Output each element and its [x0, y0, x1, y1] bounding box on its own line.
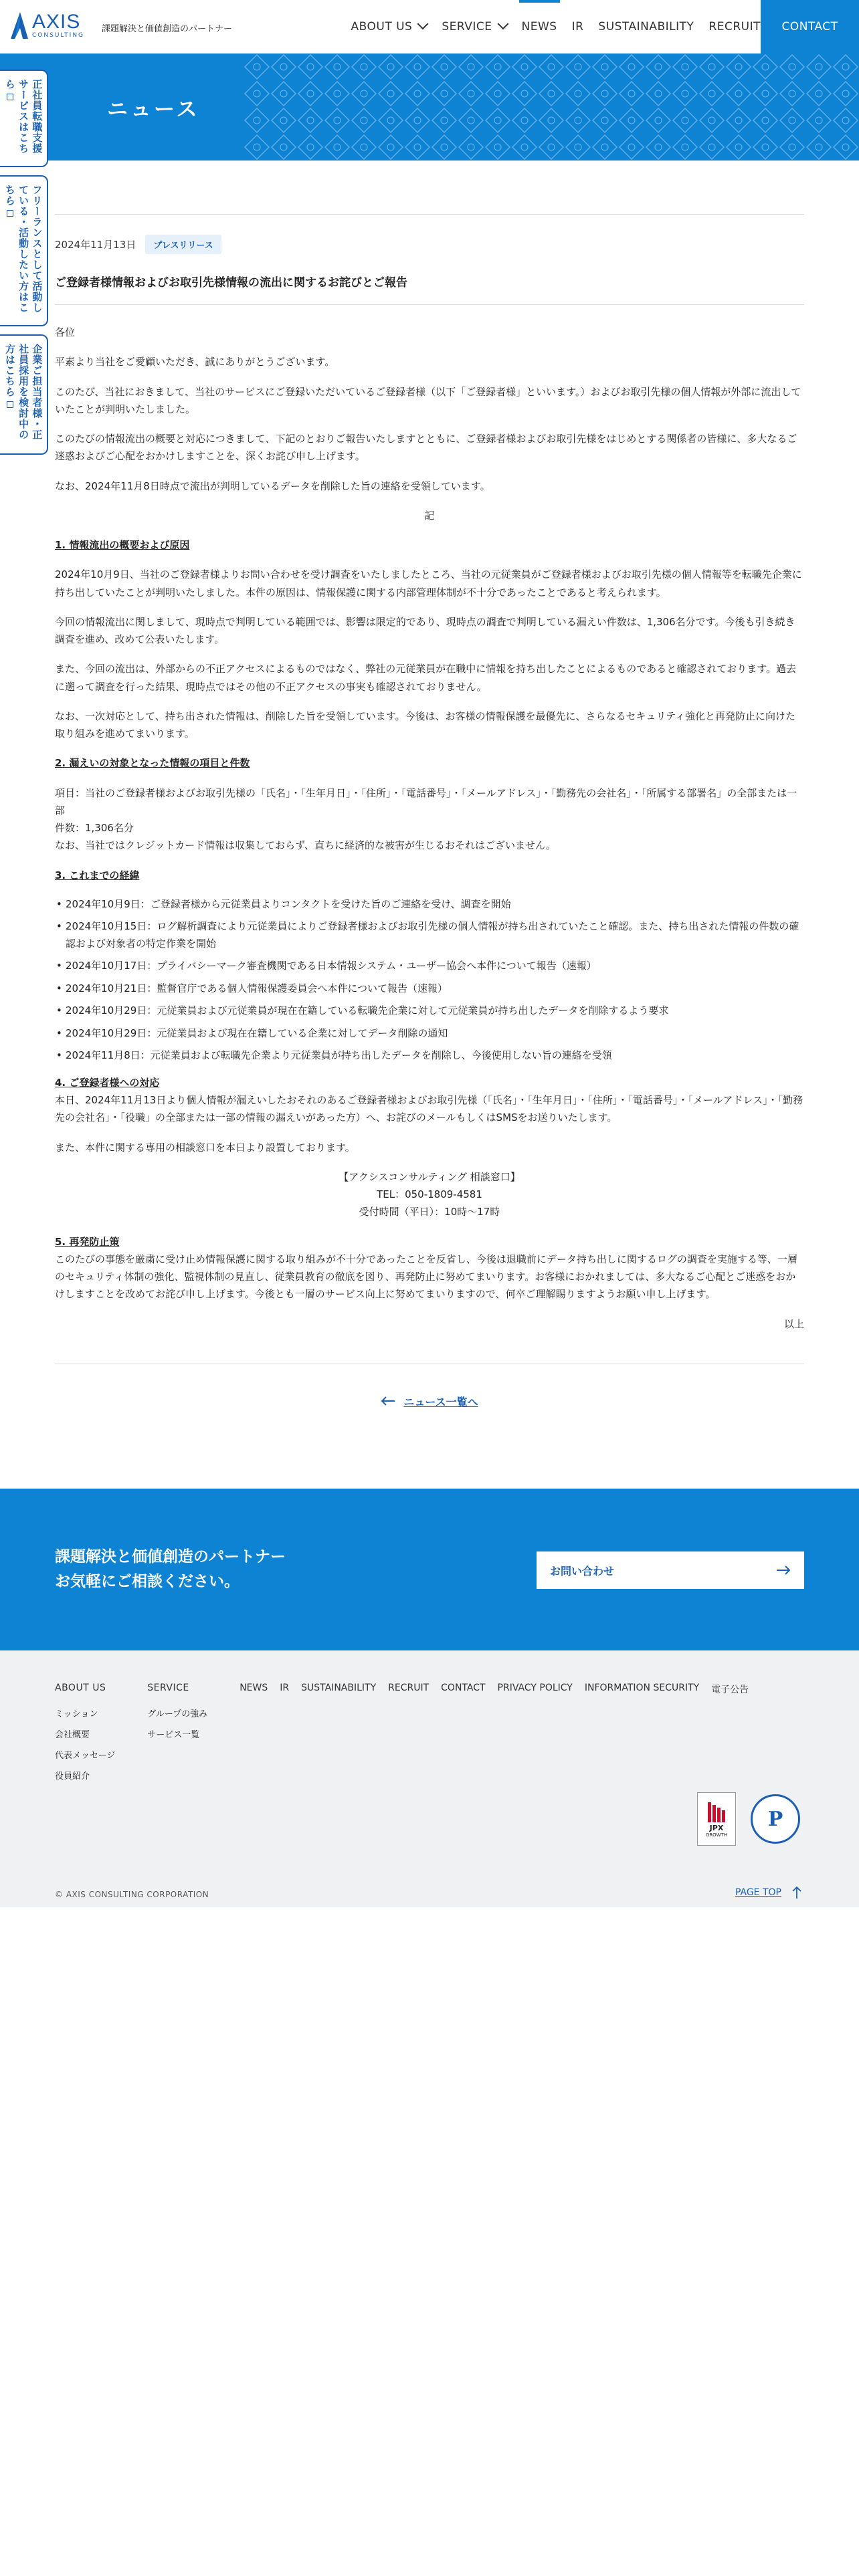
side-tab-label: 企業ご担当者様・正社員採用を検討中の方はこちら: [3, 344, 43, 440]
closing-mark: 以上: [783, 1317, 804, 1330]
cta-line: 課題解決と価値創造のパートナー: [55, 1548, 286, 1566]
footer-link-company[interactable]: 会社概要: [55, 1730, 90, 1740]
category-badge: プレスリリース: [145, 235, 221, 254]
footer-link-news[interactable]: NEWS: [240, 1683, 268, 1693]
site-logo[interactable]: [9, 11, 84, 40]
nav-label: RECRUIT: [708, 20, 761, 33]
paragraph: 各位: [55, 326, 76, 338]
desk-title: 【アクシスコンサルティング 相談窓口】: [339, 1170, 520, 1183]
section-heading: 2. 漏えいの対象となった情報の項目と件数: [55, 757, 250, 770]
list-item: • 2024年10月17日：プライバシーマーク審査機関である日本情報システム・ユーザー協会へ本件について報告（速報）: [55, 958, 804, 975]
paragraph: このたび、当社におきまして、当社のサービスにご登録いただいているご登録者様（以下「ご登録者様」といいます。）およびお取引先様の個人情報が外部に流出していたことが判明いたしました。: [55, 385, 801, 415]
list-item: • 2024年10月29日：元従業員および元従業員が現在在籍している転職先企業に対して元従業員が持ち出したデータを削除するよう要求: [55, 1002, 804, 1020]
nav-label: SERVICE: [442, 20, 492, 33]
back-to-news-link[interactable]: [55, 1394, 804, 1409]
arrow-up-icon: [792, 1886, 801, 1899]
footer-link-message[interactable]: 代表メッセージ: [55, 1751, 116, 1761]
side-tab-career-support[interactable]: [0, 70, 48, 167]
article-date: 2024年11月13日: [55, 239, 136, 251]
site-footer: [0, 1650, 859, 1907]
cta-text: [55, 1545, 286, 1594]
nav-ir[interactable]: [572, 0, 584, 53]
paragraph: なお、当社ではクレジットカード情報は収集しておらず、直ちに経済的な被害が生じるおそれはございません。: [55, 839, 556, 852]
article-title: ご登録者様情報およびお取引先様情報の流出に関するお詫びとご報告: [55, 273, 804, 305]
nav-news[interactable]: [522, 0, 557, 53]
footer-link-infosec[interactable]: INFORMATION SECURITY: [584, 1683, 700, 1693]
logo-sub: CONSULTING: [32, 32, 85, 39]
hero-pattern-decoration: [244, 53, 859, 160]
timeline-list: [55, 896, 804, 1065]
arrow-left-icon: [381, 1396, 395, 1408]
page-top-label: PAGE TOP: [735, 1887, 781, 1898]
footer-link-privacy[interactable]: PRIVACY POLICY: [497, 1683, 573, 1693]
section-heading: 1. 情報流出の概要および原因: [55, 539, 190, 551]
external-link-icon: [7, 401, 13, 408]
footer-col-service: [147, 1683, 207, 1790]
paragraph: また、今回の流出は、外部からの不正アクセスによるものではなく、弊社の元従業員が在職中に情報を持ち出したことによるものであると確認されております。過去に遡って調査を行った結果、現時点ではその他の不正アクセスの事実も確認されておりません。: [55, 663, 797, 693]
section-heading: 3. これまでの経緯: [55, 869, 140, 881]
list-item: • 2024年10月9日：ご登録者様から元従業員よりコンタクトを受けた旨のご連絡を受け、調査を開始: [55, 896, 804, 914]
footer-link-mission[interactable]: ミッション: [55, 1709, 98, 1719]
divider: [55, 214, 804, 215]
footer-link-contact[interactable]: CONTACT: [441, 1683, 486, 1693]
paragraph: 件数：1,306名分: [55, 822, 134, 834]
footer-link-recruit[interactable]: RECRUIT: [388, 1683, 430, 1693]
side-tab-label: フリーランスとして活動している・活動したい方はこちら: [3, 185, 43, 313]
nav-about-us[interactable]: [351, 0, 427, 53]
side-tab-freelance[interactable]: [0, 175, 48, 326]
paragraph: 平素より当社をご愛顧いただき、誠にありがとうございます。: [55, 356, 335, 368]
copyright: © AXIS CONSULTING CORPORATION: [55, 1890, 209, 1899]
footer-link-service[interactable]: SERVICE: [147, 1683, 189, 1693]
page-hero: [0, 53, 859, 160]
nav-service[interactable]: [442, 0, 506, 53]
jpx-sub: GROWTH: [705, 1832, 728, 1838]
side-tab-corporate[interactable]: [0, 334, 48, 455]
jpx-growth-logo: [697, 1792, 736, 1846]
paragraph: このたびの事態を厳粛に受け止め情報保護に関する取り組みが不十分であったことを反省し、今後は退職前にデータ持ち出しに関するログの調査を実施する等、一層のセキュリティ体制の強化、監視体制の見直し、従業員教育の徹底を図り、再発防止に努めてまいります。お客様におかれましては、多大なるご心配とご迷惑をおかけしますことを改めてお詫び申し上げます。今後とも一層のサービス向上に努めてまいりますので、何卒ご理解賜りますようお願い申し上げます。: [55, 1253, 797, 1301]
list-item: • 2024年10月21日：監督官庁である個人情報保護委員会へ本件について報告（速報）: [55, 980, 804, 998]
desk-tel: TEL：050-1809-4581: [377, 1188, 482, 1200]
paragraph: 項目：当社のご登録者様およびお取引先様の「氏名」・「生年月日」・「住所」・「電話番号」・「メールアドレス」・「勤務先の会社名」・「所属する部署名」の全部または一部: [55, 786, 797, 817]
arrow-right-icon: [776, 1566, 791, 1575]
contact-button[interactable]: CONTACT: [761, 0, 859, 53]
chevron-down-icon: [497, 18, 508, 29]
logo-name: AXIS: [32, 11, 81, 33]
certifications: [697, 1792, 800, 1846]
paragraph: また、本件に関する専用の相談窓口を本日より設置しております。: [55, 1141, 355, 1154]
footer-col-about: [55, 1683, 115, 1790]
list-item: • 2024年10月15日：ログ解析調査により元従業員によりご登録者様およびお取引先様の個人情報が持ち出されていたこと確認。また、持ち出された情報の件数の確認および対象者の特定作業を開始: [55, 918, 804, 952]
axis-logo-icon: [9, 11, 29, 40]
header-tagline: 課題解決と価値創造のパートナー: [102, 24, 233, 34]
list-item: • 2024年11月8日：元従業員および転職先企業より元従業員が持ち出したデータを削除し、今後使用しない旨の連絡を受領: [55, 1047, 804, 1065]
jpx-mark-icon: [706, 1801, 727, 1824]
nav-recruit[interactable]: [708, 0, 761, 53]
paragraph: なお、一次対応として、持ち出された情報は、削除した旨を受領しています。今後は、お客様の情報保護を最優先に、さらなるセキュリティ強化と再発防止に向けた取り組みを進めてまいります。: [55, 710, 796, 740]
external-link-icon: [7, 210, 13, 217]
list-item: • 2024年10月29日：元従業員および現在在籍している企業に対してデータ削除の通知: [55, 1025, 804, 1043]
footer-link-service-list[interactable]: サービス一覧: [147, 1730, 200, 1740]
external-link-icon: [7, 94, 13, 100]
privacy-mark-letter: P: [767, 1807, 783, 1831]
paragraph: なお、2024年11月8日時点で流出が判明しているデータを削除した旨の連絡を受領しています。: [55, 479, 490, 492]
page-title: ニュース: [107, 98, 200, 122]
section-heading: 4. ご登録者様への対応: [55, 1076, 160, 1089]
side-tab-label: 正社員転職支援サービスはこちら: [3, 79, 43, 154]
desk-hours: 受付時間（平日）：10時～17時: [359, 1206, 500, 1218]
main-nav: [337, 0, 761, 53]
cta-line: お気軽にご相談ください。: [55, 1572, 240, 1590]
ki-mark: 記: [424, 509, 435, 522]
nav-sustainability[interactable]: [598, 0, 694, 53]
footer-link-sustainability[interactable]: SUSTAINABILITY: [301, 1683, 377, 1693]
footer-link-about-us[interactable]: ABOUT US: [55, 1683, 106, 1693]
inquiry-button-label: お問い合わせ: [550, 1564, 615, 1578]
page-top-link[interactable]: [735, 1886, 801, 1899]
nav-label: ABOUT US: [351, 20, 413, 33]
news-article: [55, 214, 804, 1409]
footer-link-ir[interactable]: IR: [280, 1683, 290, 1693]
nav-label: NEWS: [521, 20, 557, 33]
footer-link-officers[interactable]: 役員紹介: [55, 1772, 90, 1782]
paragraph: 今回の情報流出に関しまして、現時点で判明している範囲では、影響は限定的であり、現時点の調査で判明している漏えい件数は、1,306名分です。今後も引き続き調査を進め、改めて公表いたします。: [55, 615, 795, 645]
footer-link-public-notice[interactable]: 電子公告: [711, 1685, 749, 1695]
footer-nav: [55, 1683, 749, 1790]
paragraph: 2024年10月9日、当社のご登録者様よりお問い合わせを受け調査をいたしましたところ、当社の元従業員がご登録者様およびお取引先様の個人情報等を転職先企業に持ち出していたことが判明いたしました。本件の原因は、情報保護に関する内部管理体制が不十分であったことであると考えられます。: [55, 568, 802, 599]
article-body: [55, 324, 804, 1333]
chevron-down-icon: [417, 18, 429, 29]
back-link-label: ニュース一覧へ: [403, 1395, 478, 1408]
inquiry-button[interactable]: [537, 1551, 804, 1589]
nav-label: IR: [571, 20, 584, 33]
jpx-label: JPX: [709, 1823, 724, 1832]
footer-link-strengths[interactable]: グループの強み: [147, 1709, 208, 1719]
section-heading: 5. 再発防止策: [55, 1235, 120, 1248]
article-meta: [55, 235, 804, 254]
nav-label: SUSTAINABILITY: [598, 20, 694, 33]
paragraph: 本日、2024年11月13日より個人情報が漏えいしたおそれのあるご登録者様およびお取引先様（「氏名」・「生年月日」・「住所」・「電話番号」・「メールアドレス」・「勤務先の会社名」・「役職」の全部または一部の情報の漏えいがあった方）へ、お詫びのメールもしくはSMSをお送りいたします。: [55, 1094, 803, 1124]
paragraph: このたびの情報流出の概要と対応につきまして、下記のとおりご報告いたしますとともに、ご登録者様およびお取引先様をはじめとする関係者の皆様に、多大なるご迷惑およびご心配をおかけしますことを、深くお詫び申し上げます。: [55, 433, 797, 463]
privacy-mark-logo: [751, 1794, 800, 1844]
contact-cta: [0, 1489, 859, 1650]
site-header: [0, 0, 859, 53]
